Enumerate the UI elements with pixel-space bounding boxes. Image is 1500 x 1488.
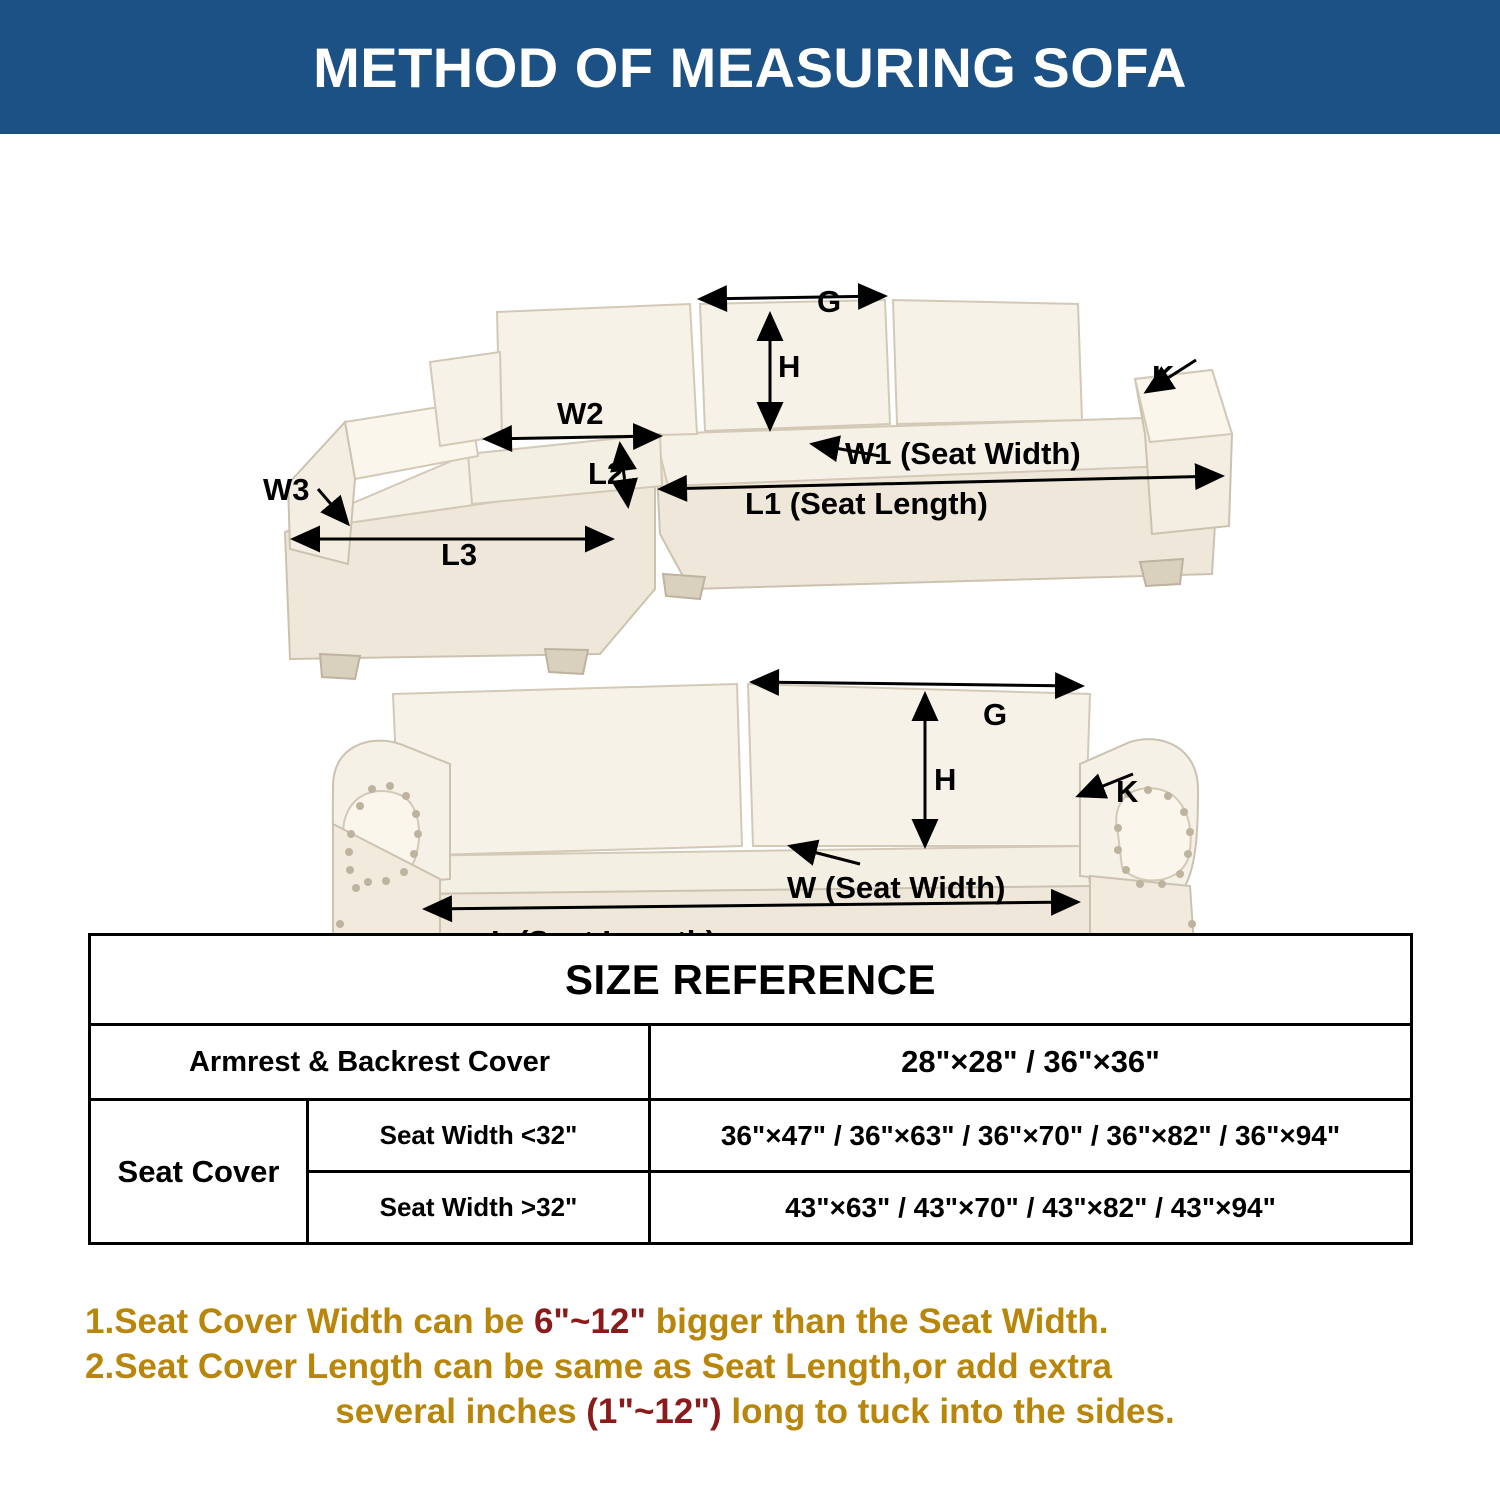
label-sectional-h: H	[778, 349, 801, 384]
note-1-part-1: 1.Seat Cover Width can be	[85, 1302, 534, 1341]
label-standard-k: K	[1116, 774, 1139, 809]
label-sectional-k: K	[1152, 359, 1175, 394]
note-2-highlight: (1"~12")	[586, 1391, 722, 1431]
label-sectional-w3: W3	[263, 472, 310, 507]
note-1	[60, 1300, 1450, 1345]
size-reference-title: SIZE REFERENCE	[90, 935, 1412, 1025]
armrest-backrest-label: Armrest & Backrest Cover	[90, 1025, 650, 1100]
label-sectional-g: G	[817, 284, 842, 319]
label-standard-w: W (Seat Width)	[787, 870, 1006, 905]
table-row-title	[90, 935, 1412, 1025]
seat-width-gt32-value: 43"×63" / 43"×70" / 43"×82" / 43"×94"	[650, 1172, 1412, 1244]
note-2-part-3: long to tuck into the sides.	[721, 1391, 1175, 1431]
seat-width-gt32-label: Seat Width >32"	[308, 1172, 650, 1244]
table-row-armrest	[90, 1025, 1412, 1100]
label-sectional-w2: W2	[557, 396, 604, 431]
page-title: METHOD OF MEASURING SOFA	[313, 35, 1187, 99]
armrest-backrest-value: 28"×28" / 36"×36"	[650, 1025, 1412, 1100]
seat-cover-label: Seat Cover	[90, 1100, 308, 1244]
notes-section	[60, 1300, 1450, 1434]
note-1-part-2: bigger than the Seat Width.	[646, 1302, 1109, 1341]
size-reference-table	[88, 933, 1413, 1245]
standard-sofa-drawing	[333, 682, 1198, 934]
seat-width-lt32-value: 36"×47" / 36"×63" / 36"×70" / 36"×82" / 36"×94"	[650, 1100, 1412, 1172]
note-2-part-2: several inches	[335, 1391, 587, 1431]
label-sectional-l2: L2	[588, 456, 625, 491]
note-2-line-1: 2.Seat Cover Length can be same as Seat Length,or add extra	[85, 1346, 1112, 1386]
note-1-highlight: 6"~12"	[533, 1302, 646, 1341]
page-header	[0, 0, 1500, 134]
label-sectional-w1: W1 (Seat Width)	[845, 436, 1081, 471]
label-sectional-l1: L1 (Seat Length)	[745, 486, 988, 521]
label-standard-g: G	[983, 697, 1008, 732]
note-2-line-2	[60, 1390, 1450, 1435]
label-sectional-l3: L3	[441, 537, 478, 572]
measurement-diagram	[0, 134, 1500, 934]
table-row-seat-cover-lt32	[90, 1100, 1412, 1172]
sofa-illustrations	[0, 134, 1500, 934]
label-standard-h: H	[934, 762, 957, 797]
seat-width-lt32-label: Seat Width <32"	[308, 1100, 650, 1172]
